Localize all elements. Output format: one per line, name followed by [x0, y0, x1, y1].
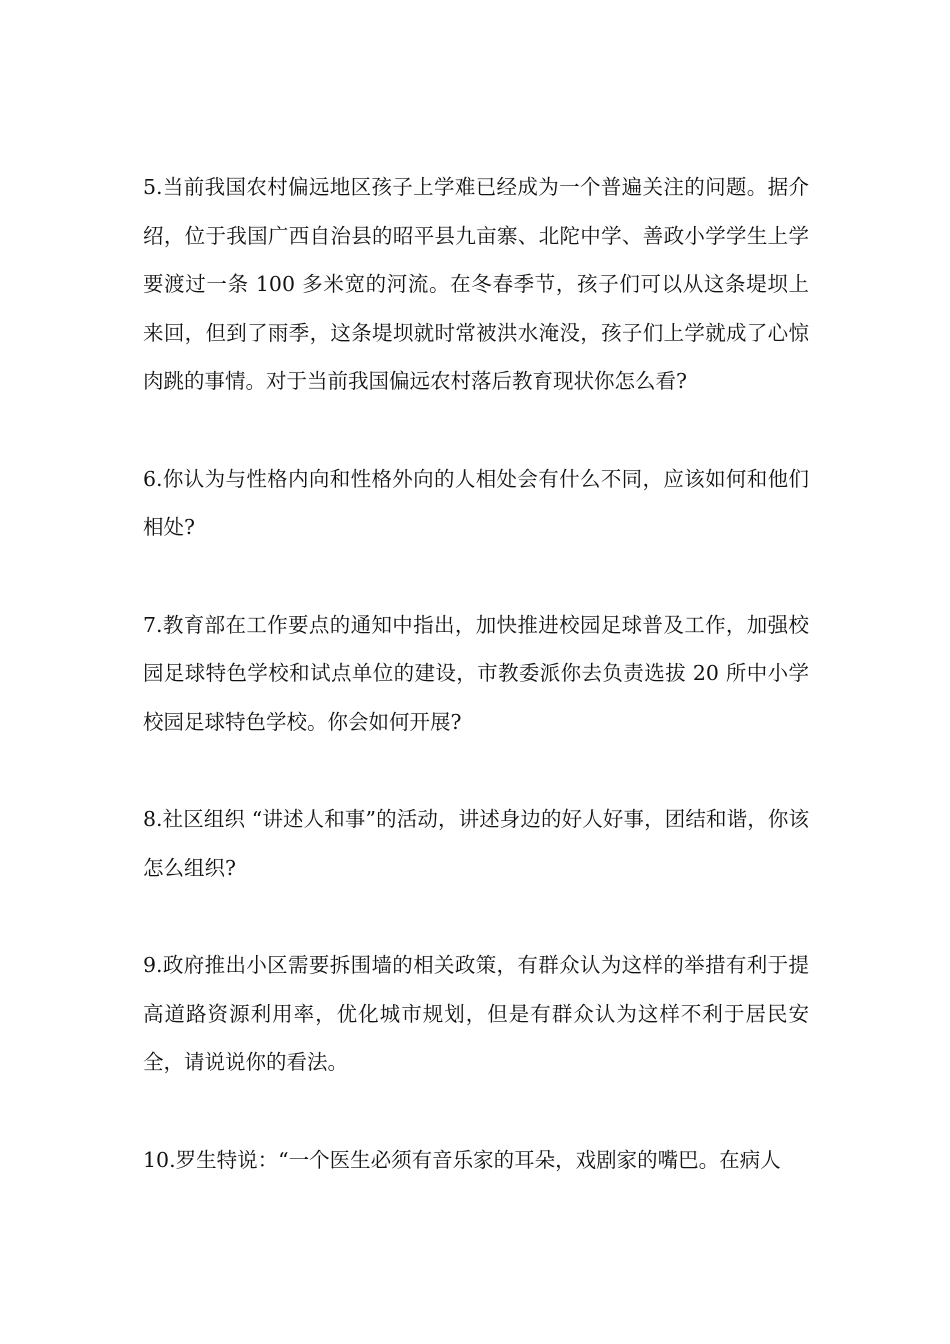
question-8: 8.社区组织 “讲述人和事”的活动，讲述身边的好人好事，团结和谐，你该怎么组织? — [143, 807, 809, 880]
question-list — [143, 163, 809, 1184]
question-5: 5.当前我国农村偏远地区孩子上学难已经成为一个普遍关注的问题。据介绍，位于我国广西自治县的昭平县九亩寨、北陀中学、善政小学学生上学要渡过一条 100 多米宽的河流。在冬春季节，孩子们可以从这条堤坝上来回，但到了雨季，这条堤坝就时常被洪水淹没，孩子们上学就成了心惊肉跳的事情。对于当前我国偏远农村落后教育现状你怎么看? — [143, 175, 809, 393]
question-9: 9.政府推出小区需要拆围墙的相关政策，有群众认为这样的举措有利于提高道路资源利用率，优化城市规划，但是有群众认为这样不利于居民安全，请说说你的看法。 — [143, 953, 809, 1074]
question-10: 10.罗生特说：“一个医生必须有音乐家的耳朵，戏剧家的嘴巴。在病人 — [143, 1147, 781, 1172]
question-7: 7.教育部在工作要点的通知中指出，加快推进校园足球普及工作，加强校园足球特色学校和试点单位的建设，市教委派你去负责选拔 20 所中小学校园足球特色学校。你会如何开展? — [143, 612, 809, 734]
question-6: 6.你认为与性格内向和性格外向的人相处会有什么不同，应该如何和他们相处? — [143, 466, 809, 539]
